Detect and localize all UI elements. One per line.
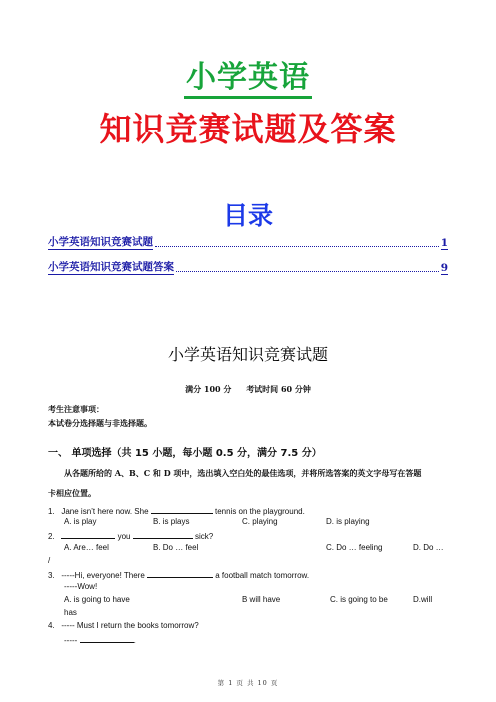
option-d: D. Do … [413,543,444,552]
notice-text: 本试卷分选择题与非选择题。 [48,418,152,428]
toc-item-exam[interactable] [48,234,448,250]
full-score: 满分 100 分 [185,384,232,394]
document-title-line1: 小学英语 [0,52,496,96]
question-stem: ----- Must I return the books tomorrow? [61,621,199,630]
answer-blank [147,569,213,578]
toc-leader-dots [176,271,439,272]
option-overflow: has [64,608,77,617]
toc-heading: 目录 [222,201,273,230]
exam-time: 考试时间 60 分钟 [246,384,311,394]
toc-leader-dots [155,246,439,247]
toc-item-label: 小学英语知识竞赛试题答案 [48,261,174,273]
question-number: 4. [48,621,55,630]
question-3 [48,569,309,580]
question-4 [48,621,199,630]
question-number: 1. [48,507,55,516]
toc-item-answers[interactable] [48,259,448,275]
question-2 [48,530,213,541]
option-d: D.will [413,595,433,604]
part1-title: 一、 单项选择（共 15 小题，每小题 0.5 分，满分 7.5 分） [48,448,322,459]
option-a: A. is going to have [64,595,130,604]
question-stem: you [117,532,131,541]
question-reply: ----- . [64,636,136,645]
document-title-line2: 知识竞赛试题及答案 [99,110,397,148]
toc-item-label: 小学英语知识竞赛试题 [48,236,153,248]
option-a: A. Are… feel [64,543,109,552]
option-c: C. Do … feeling [326,543,383,552]
notice-heading: 考生注意事项： [48,404,104,414]
question-stem-end: a football match tomorrow. [215,571,310,580]
answer-blank [61,530,115,539]
toc-item-page: 9 [440,262,448,274]
score-line [0,384,496,395]
exam-title: 小学英语知识竞赛试题 [167,345,328,364]
option-b: B. Do … feel [153,543,199,552]
question-stem: Jane isn’t here now. She [61,507,149,516]
question-stem: -----Hi, everyone! There [61,571,145,580]
question-number: 3. [48,571,55,580]
question-stem-end: tennis on the playground. [214,507,305,516]
answer-blank [133,530,193,539]
answer-blank [151,505,213,514]
option-a: A. is play [64,517,97,526]
question-reply: -----Wow! [64,582,98,591]
option-d: D. is playing [326,517,370,526]
option-overflow: / [48,556,51,565]
toc-item-page: 1 [440,237,448,249]
part1-instructions-cont: 卡相应位置。 [48,488,96,498]
question-number: 2. [48,532,55,541]
question-1 [48,505,305,516]
option-c: C. playing [242,517,278,526]
option-c: C. is going to be [330,595,388,604]
part1-instructions: 从各题所给的 A、B、C 和 D 项中，选出填入空白处的最佳选项，并将所选答案的英文字母写在答题 [64,468,422,478]
question-stem-end: sick? [194,532,214,541]
page-footer: 第 1 页 共 10 页 [217,679,279,687]
option-b: B. is plays [153,517,190,526]
option-b: B will have [242,595,281,604]
answer-blank [80,634,134,643]
